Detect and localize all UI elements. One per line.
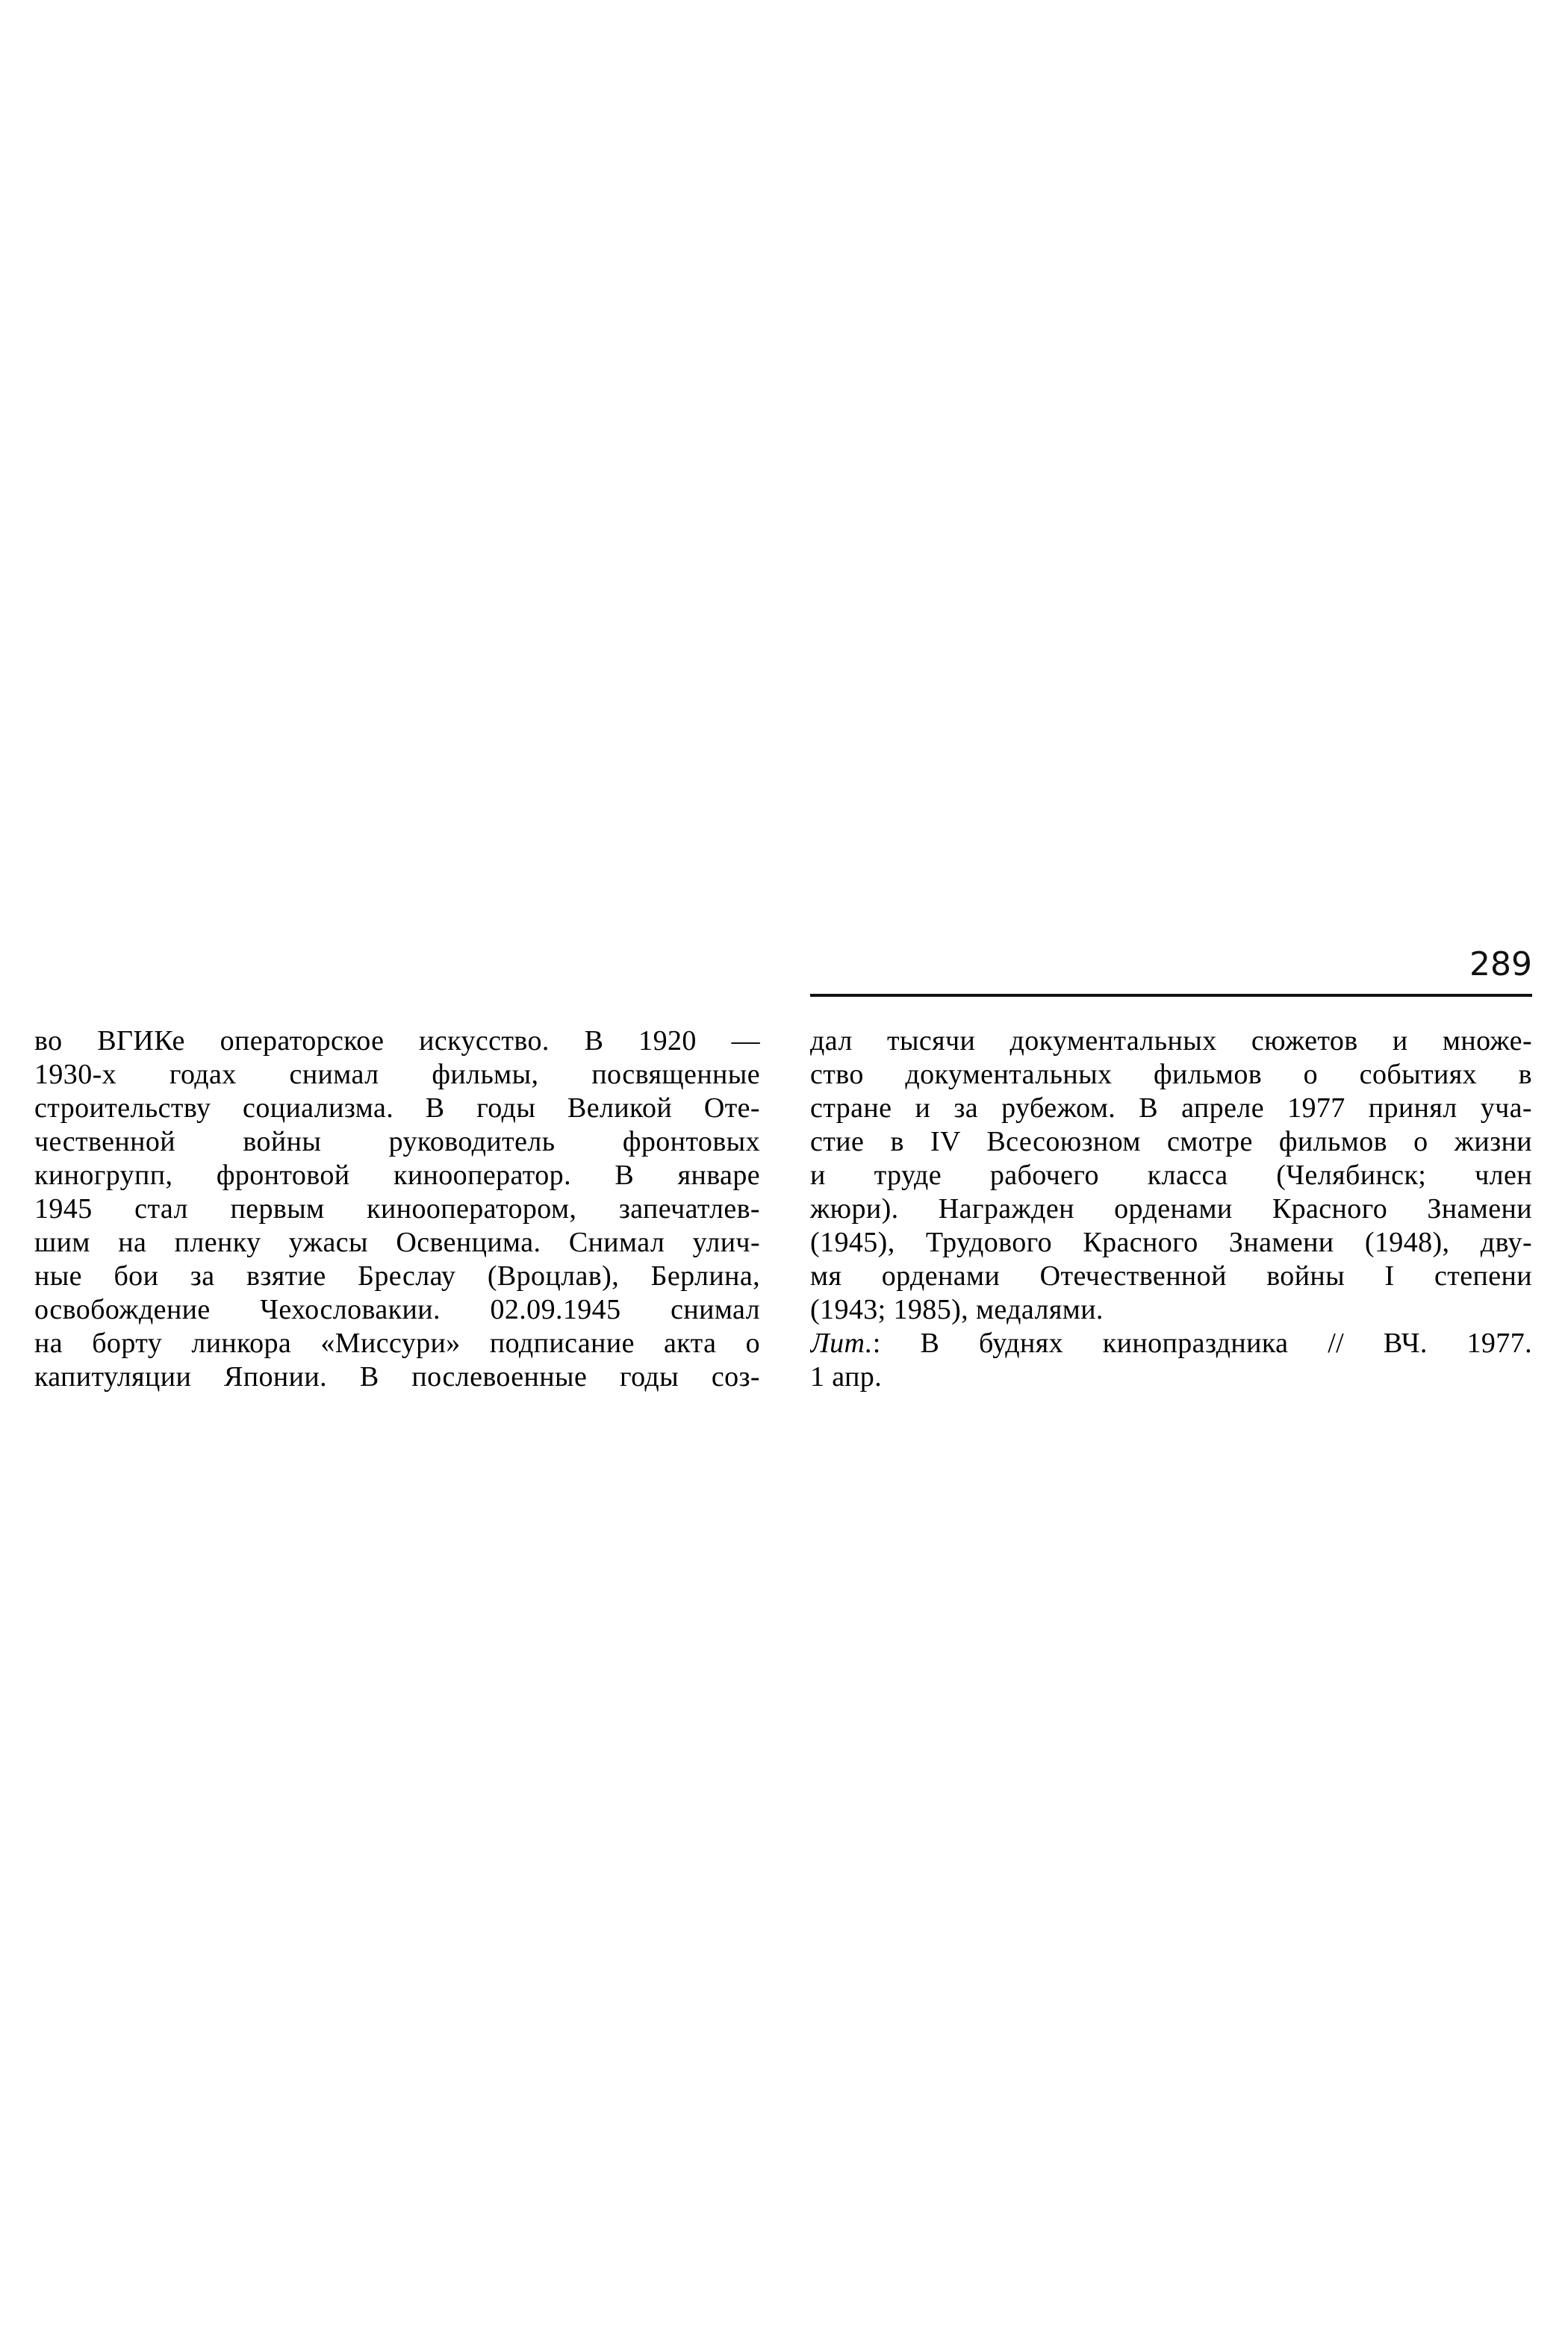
text-line: на борту линкора «Миссури» подписание акта о xyxy=(34,1328,760,1359)
text-line: и труде рабочего класса (Челябинск; член xyxy=(810,1160,1532,1191)
text-line: (1945), Трудового Красного Знамени (1948), дву- xyxy=(810,1227,1532,1258)
right-column xyxy=(810,1024,1532,1394)
page-number: 289 xyxy=(1469,945,1532,983)
text-line: стие в IV Всесоюзном смотре фильмов о жизни xyxy=(810,1126,1532,1157)
literature-text: : В буднях кинопраздника // ВЧ. 1977. xyxy=(872,1328,1532,1359)
text-line: капитуляции Японии. В послевоенные годы соз- xyxy=(34,1361,760,1393)
text-line: шим на пленку ужасы Освенцима. Снимал улич- xyxy=(34,1227,760,1258)
header-rule xyxy=(810,994,1532,997)
text-line: ство документальных фильмов о событиях в xyxy=(810,1059,1532,1090)
text-line: жюри). Награжден орденами Красного Знамени xyxy=(810,1193,1532,1225)
left-column xyxy=(34,1024,760,1394)
text-line: стране и за рубежом. В апреле 1977 принял уча- xyxy=(810,1092,1532,1124)
text-line: 1 апр. xyxy=(810,1361,883,1393)
literature-line xyxy=(810,1327,1532,1360)
text-line: дал тысячи документальных сюжетов и множе- xyxy=(810,1025,1532,1057)
text-line: во ВГИКе операторское искусство. В 1920 — xyxy=(34,1025,760,1057)
text-line: мя орденами Отечественной войны I степени xyxy=(810,1260,1532,1292)
text-line: освобождение Чехословакии. 02.09.1945 снимал xyxy=(34,1294,760,1325)
literature-label: Лит. xyxy=(810,1328,873,1359)
text-line: (1943; 1985), медалями. xyxy=(810,1294,1104,1325)
text-line: 1945 стал первым кинооператором, запечатлев- xyxy=(34,1193,760,1225)
text-line: строительству социализма. В годы Великой Оте- xyxy=(34,1092,760,1124)
text-line: ные бои за взятие Бреслау (Вроцлав), Берлина, xyxy=(34,1260,760,1292)
text-line: чественной войны руководитель фронтовых xyxy=(34,1126,760,1157)
text-line: 1930-х годах снимал фильмы, посвященные xyxy=(34,1059,760,1090)
text-line: киногрупп, фронтовой кинооператор. В январе xyxy=(34,1160,760,1191)
